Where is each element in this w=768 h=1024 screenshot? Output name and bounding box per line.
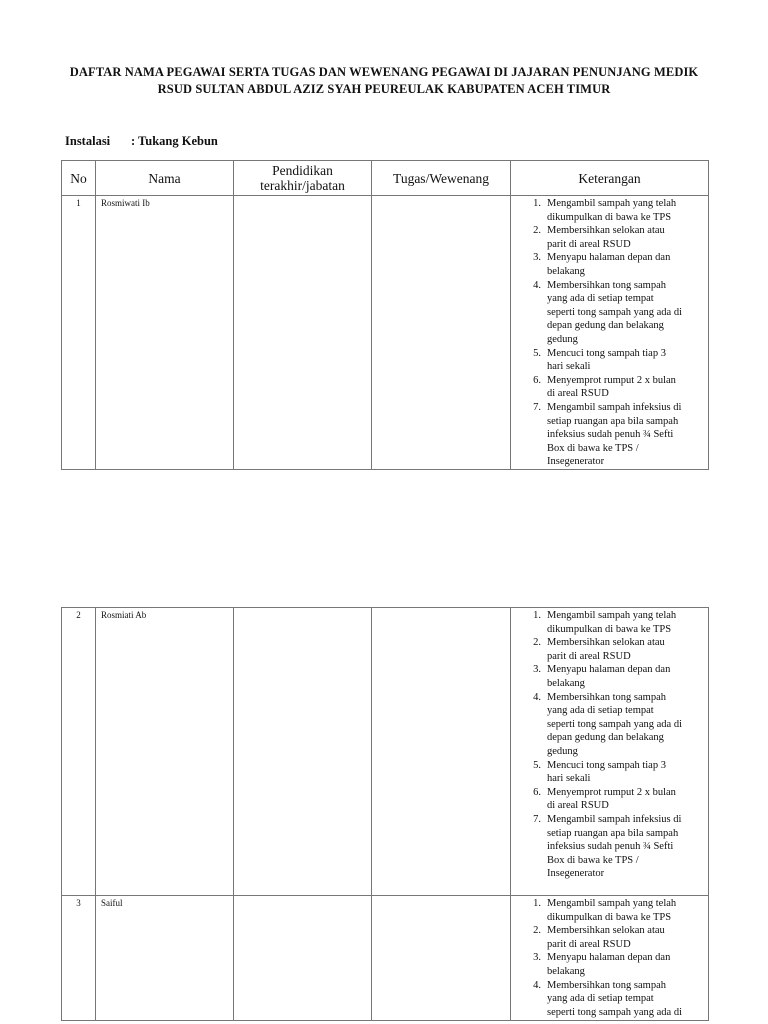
row-pendidikan (234, 608, 372, 896)
keterangan-item-text (547, 636, 704, 663)
table-header-row (62, 161, 709, 196)
header-tugas: Tugas/Wewenang (372, 161, 511, 196)
keterangan-item-number: 1. (533, 198, 541, 209)
keterangan-item (511, 786, 704, 813)
keterangan-item-text (547, 663, 704, 690)
instalasi-value: : Tukang Kebun (131, 134, 218, 148)
keterangan-item (511, 251, 704, 278)
keterangan-item-text (547, 224, 704, 251)
keterangan-item-number: 4. (533, 979, 541, 991)
keterangan-item (511, 224, 704, 251)
row-nama: Rosmiati Ab (96, 608, 234, 896)
keterangan-item-line: depan gedung dan belakang (547, 732, 664, 744)
keterangan-item-line: yang ada di setiap tempat (547, 293, 654, 305)
keterangan-item-line: Mengambil sampah infeksius di (547, 401, 682, 413)
keterangan-item-number: 2. (533, 925, 541, 937)
table-row (62, 196, 709, 470)
keterangan-item-line: dikumpulkan di bawa ke TPS (547, 623, 672, 635)
row-tugas (372, 196, 511, 470)
keterangan-list (511, 608, 708, 881)
keterangan-item-line: infeksius sudah penuh ¾ Sefti (547, 429, 674, 441)
header-pendidikan-line-2: terakhir/jabatan (260, 178, 345, 193)
keterangan-item-text (547, 197, 704, 224)
keterangan-item-text (547, 979, 704, 1020)
keterangan-item (511, 279, 704, 347)
title-line-2: RSUD SULTAN ABDUL AZIZ SYAH PEUREULAK KABUPATEN ACEH TIMUR (157, 82, 611, 96)
keterangan-item (511, 636, 704, 663)
keterangan-item-line: belakang (547, 677, 585, 689)
keterangan-item-number: 3. (533, 952, 541, 964)
keterangan-item (511, 691, 704, 759)
keterangan-item-number: 3. (533, 252, 541, 264)
row-tugas (372, 608, 511, 896)
keterangan-item-line: Membersihkan selokan atau (547, 637, 665, 649)
keterangan-item-text (547, 786, 704, 813)
keterangan-item-line: gedung (547, 745, 578, 757)
keterangan-item-number: 2. (533, 637, 541, 649)
keterangan-item-line: Menyemprot rumput 2 x bulan (547, 374, 676, 386)
keterangan-item-line: Mengambil sampah yang telah (547, 610, 677, 621)
keterangan-item-line: Box di bawa ke TPS / (547, 854, 639, 866)
keterangan-item-line: Insegenerator (547, 868, 605, 880)
keterangan-item (511, 609, 704, 636)
keterangan-item-text (547, 251, 704, 278)
keterangan-item-line: parit di areal RSUD (547, 650, 631, 662)
keterangan-item (511, 951, 704, 978)
keterangan-item-line: gedung (547, 333, 578, 345)
keterangan-item-line: dikumpulkan di bawa ke TPS (547, 911, 672, 923)
keterangan-item-line: infeksius sudah penuh ¾ Sefti (547, 841, 674, 853)
keterangan-item-line: di areal RSUD (547, 800, 609, 812)
keterangan-item-line: Mengambil sampah yang telah (547, 898, 677, 909)
row-nama: Rosmiwati Ib (96, 196, 234, 470)
keterangan-item-line: Menyapu halaman depan dan (547, 952, 671, 964)
keterangan-item-number: 1. (533, 610, 541, 621)
employee-table-page-1 (61, 160, 709, 470)
keterangan-item-line: seperti tong sampah yang ada di (547, 306, 683, 318)
keterangan-item-text (547, 951, 704, 978)
keterangan-item-number: 5. (533, 347, 541, 359)
keterangan-item-text (547, 374, 704, 401)
header-no: No (62, 161, 96, 196)
keterangan-item-line: Mencuci tong sampah tiap 3 (547, 347, 666, 359)
keterangan-item-number: 4. (533, 279, 541, 291)
row-tugas (372, 896, 511, 1021)
keterangan-item-text (547, 347, 704, 374)
keterangan-item (511, 663, 704, 690)
keterangan-list (511, 896, 708, 1019)
keterangan-item-line: parit di areal RSUD (547, 938, 631, 950)
header-pendidikan (234, 161, 372, 196)
row-keterangan (511, 896, 709, 1021)
keterangan-item-number: 3. (533, 664, 541, 676)
keterangan-item-number: 7. (533, 401, 541, 413)
keterangan-item-line: depan gedung dan belakang (547, 320, 664, 332)
keterangan-item-text (547, 897, 704, 924)
keterangan-item (511, 813, 704, 881)
row-pendidikan (234, 896, 372, 1021)
table-row (62, 896, 709, 1021)
row-pendidikan (234, 196, 372, 470)
keterangan-item-line: Membersihkan selokan atau (547, 225, 665, 237)
keterangan-item-text (547, 279, 704, 347)
keterangan-item (511, 924, 704, 951)
keterangan-item-text (547, 924, 704, 951)
keterangan-item-line: setiap ruangan apa bila sampah (547, 415, 679, 427)
keterangan-item-line: Insegenerator (547, 456, 605, 468)
keterangan-item-text (547, 813, 704, 881)
keterangan-item (511, 897, 704, 924)
keterangan-item-number: 5. (533, 759, 541, 771)
document-title (30, 64, 738, 98)
keterangan-item-line: Menyapu halaman depan dan (547, 252, 671, 264)
keterangan-item-line: yang ada di setiap tempat (547, 993, 654, 1005)
employee-table-page-2 (61, 607, 709, 1021)
keterangan-item-line: hari sekali (547, 773, 591, 785)
keterangan-item-line: Membersihkan selokan atau (547, 925, 665, 937)
row-keterangan (511, 196, 709, 470)
keterangan-item-line: belakang (547, 965, 585, 977)
keterangan-item-text (547, 609, 704, 636)
keterangan-item-line: seperti tong sampah yang ada di (547, 718, 683, 730)
keterangan-item-line: setiap ruangan apa bila sampah (547, 827, 679, 839)
row-no: 3 (62, 896, 96, 1021)
keterangan-item (511, 401, 704, 469)
keterangan-item-line: dikumpulkan di bawa ke TPS (547, 211, 672, 223)
keterangan-item-line: Membersihkan tong sampah (547, 691, 666, 703)
keterangan-item-text (547, 759, 704, 786)
keterangan-item-line: di areal RSUD (547, 388, 609, 400)
keterangan-item (511, 759, 704, 786)
keterangan-item-line: Mencuci tong sampah tiap 3 (547, 759, 666, 771)
row-keterangan (511, 608, 709, 896)
title-line-1: DAFTAR NAMA PEGAWAI SERTA TUGAS DAN WEWENANG PEGAWAI DI JAJARAN PENUNJANG MEDIK (69, 65, 699, 79)
keterangan-item-line: Box di bawa ke TPS / (547, 442, 639, 454)
keterangan-item-text (547, 401, 704, 469)
keterangan-item-line: Mengambil sampah infeksius di (547, 813, 682, 825)
table-row (62, 608, 709, 896)
keterangan-item-text (547, 691, 704, 759)
keterangan-item-line: Membersihkan tong sampah (547, 279, 666, 291)
keterangan-item (511, 979, 704, 1020)
row-nama: Saiful (96, 896, 234, 1021)
header-keterangan: Keterangan (511, 161, 709, 196)
keterangan-item-number: 6. (533, 374, 541, 386)
keterangan-item (511, 347, 704, 374)
keterangan-item-line: parit di areal RSUD (547, 238, 631, 250)
keterangan-item-line: Menyemprot rumput 2 x bulan (547, 786, 676, 798)
keterangan-item-line: Menyapu halaman depan dan (547, 664, 671, 676)
row-no: 1 (62, 196, 96, 470)
row-no: 2 (62, 608, 96, 896)
keterangan-item-number: 6. (533, 786, 541, 798)
keterangan-item-number: 2. (533, 225, 541, 237)
header-nama: Nama (96, 161, 234, 196)
header-pendidikan-line-1: Pendidikan (272, 163, 333, 178)
keterangan-item (511, 374, 704, 401)
keterangan-item-line: Mengambil sampah yang telah (547, 198, 677, 209)
keterangan-item-line: yang ada di setiap tempat (547, 705, 654, 717)
keterangan-item-number: 4. (533, 691, 541, 703)
keterangan-item-line: seperti tong sampah yang ada di (547, 1006, 683, 1018)
keterangan-list (511, 196, 708, 469)
keterangan-item-line: belakang (547, 265, 585, 277)
keterangan-item-line: Membersihkan tong sampah (547, 979, 666, 991)
instalasi-label: Instalasi (65, 134, 111, 148)
keterangan-item-line: hari sekali (547, 361, 591, 373)
keterangan-item (511, 197, 704, 224)
keterangan-item-number: 1. (533, 898, 541, 909)
instalasi-line (65, 134, 218, 149)
keterangan-item-number: 7. (533, 813, 541, 825)
